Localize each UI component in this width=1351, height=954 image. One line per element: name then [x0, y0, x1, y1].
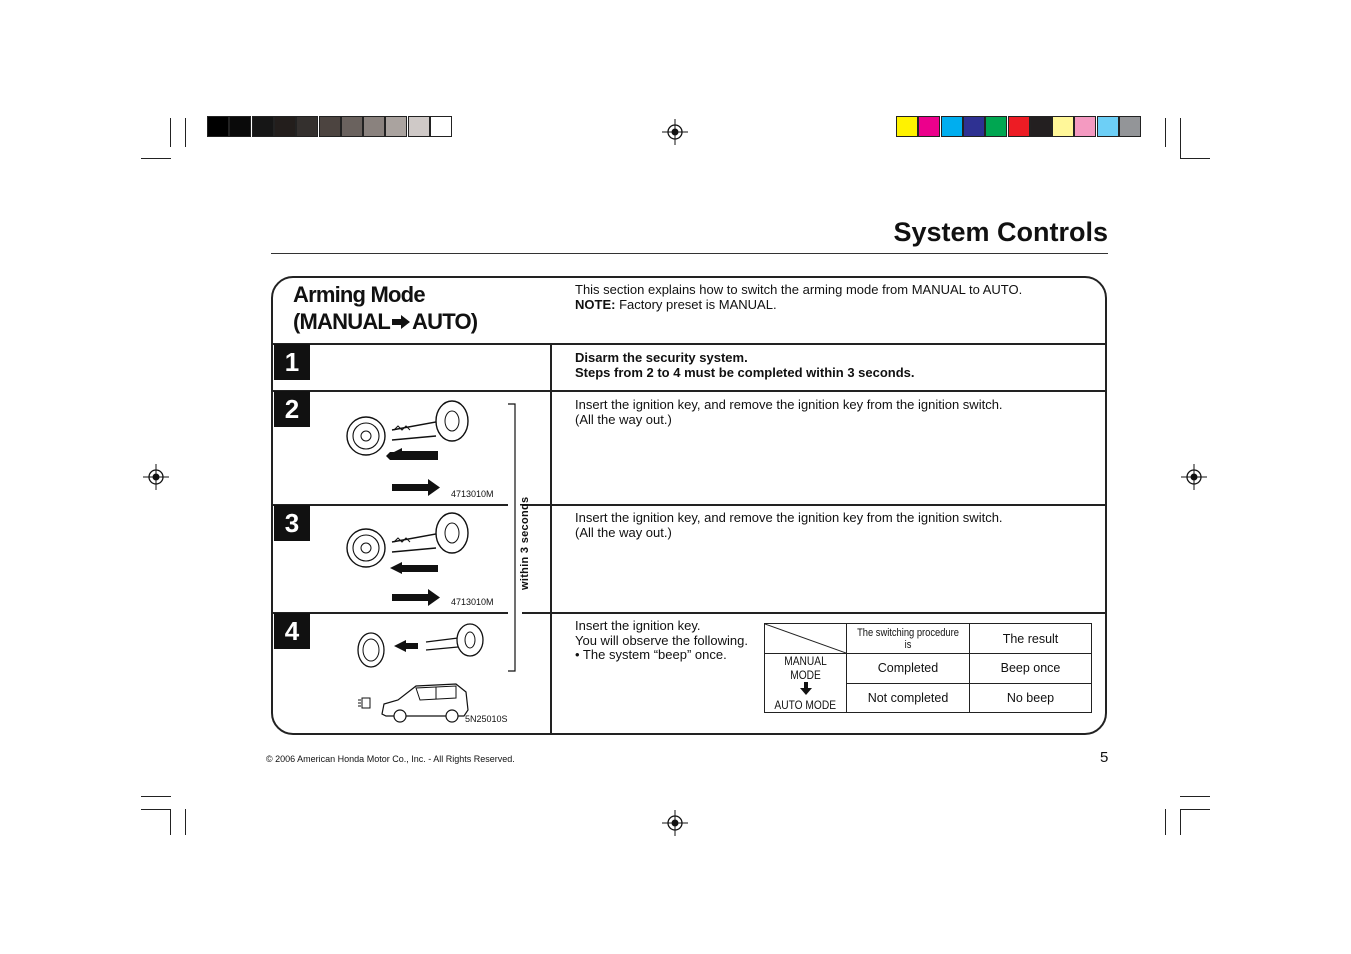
color-swatch: [1030, 116, 1052, 137]
color-swatch: [341, 116, 363, 137]
heading-line1: Arming Mode: [293, 282, 425, 307]
row-divider: [522, 612, 1106, 614]
registration-mark-icon: [141, 462, 171, 492]
ignition-key-insert-illustration: [350, 620, 490, 672]
row-divider: [522, 504, 1106, 506]
color-swatch: [363, 116, 385, 137]
table-cell: No beep: [970, 683, 1092, 713]
result-table: [764, 623, 1092, 713]
step-number: 3: [274, 505, 310, 541]
title-divider: [271, 253, 1108, 254]
color-swatch: [296, 116, 318, 137]
registration-mark-icon: [660, 808, 690, 838]
table-header-cell: The result: [970, 624, 1092, 654]
color-swatch: [408, 116, 430, 137]
color-swatch: [963, 116, 985, 137]
color-swatch: [1097, 116, 1119, 137]
color-swatch: [274, 116, 296, 137]
table-row: [765, 654, 1092, 684]
color-swatch: [252, 116, 274, 137]
step-number: 2: [274, 391, 310, 427]
heading-line2: (MANUAL AUTO): [293, 309, 478, 334]
figure-code: 4713010M: [451, 489, 494, 499]
color-swatch: [430, 116, 452, 137]
intro-description: This section explains how to switch the arming mode from MANUAL to AUTO.: [575, 282, 1023, 297]
color-swatch: [918, 116, 940, 137]
table-cell: Completed: [847, 654, 970, 684]
table-header-row: [765, 624, 1092, 654]
color-swatch: [1119, 116, 1141, 137]
figure-code: 4713010M: [451, 597, 494, 607]
step-number: 4: [274, 613, 310, 649]
arrow-right-icon: [391, 314, 411, 330]
ignition-key-insert-remove-illustration: [340, 396, 480, 502]
step2-text: Insert the ignition key, and remove the ignition key from the ignition switch. (All the way out.): [575, 397, 1003, 427]
intro-text: [575, 283, 1022, 312]
color-swatch: [319, 116, 341, 137]
color-swatch: [229, 116, 251, 137]
table-cell: Beep once: [970, 654, 1092, 684]
intro-note: NOTE: Factory preset is MANUAL.: [575, 296, 777, 312]
copyright-text: © 2006 American Honda Motor Co., Inc. - All Rights Reserved.: [266, 754, 515, 764]
color-swatch: [941, 116, 963, 137]
row-divider: [272, 343, 1106, 345]
table-corner-cell: [765, 624, 847, 654]
registration-mark-icon: [660, 117, 690, 147]
registration-mark-icon: [1179, 462, 1209, 492]
mode-cell: MANUAL MODE AUTO MODE: [765, 654, 847, 713]
color-swatch: [1052, 116, 1074, 137]
page-title: System Controls: [893, 217, 1108, 247]
color-swatch: [385, 116, 407, 137]
color-swatch: [1008, 116, 1030, 137]
color-swatch: [1074, 116, 1096, 137]
step3-text: Insert the ignition key, and remove the ignition key from the ignition switch. (All the way out.): [575, 510, 1003, 540]
color-swatch: [985, 116, 1007, 137]
row-divider: [272, 390, 1106, 392]
timing-bracket: [506, 403, 520, 673]
step-number: 1: [274, 344, 310, 380]
step4-text: Insert the ignition key. You will observe the following. • The system “beep” once.: [575, 618, 748, 662]
column-divider: [550, 344, 552, 734]
color-swatch: [207, 116, 229, 137]
page-number: 5: [1100, 749, 1109, 766]
step1-text: Disarm the security system. Steps from 2 to 4 must be completed within 3 seconds.: [575, 350, 915, 380]
figure-code: 5N25010S: [465, 714, 508, 724]
bracket-label: within 3 seconds: [519, 496, 531, 590]
color-swatch: [896, 116, 918, 137]
table-header-cell: The switching procedure is: [847, 624, 970, 654]
section-heading: [293, 281, 477, 335]
arrow-down-icon: [800, 682, 812, 695]
table-cell: Not completed: [847, 683, 970, 713]
